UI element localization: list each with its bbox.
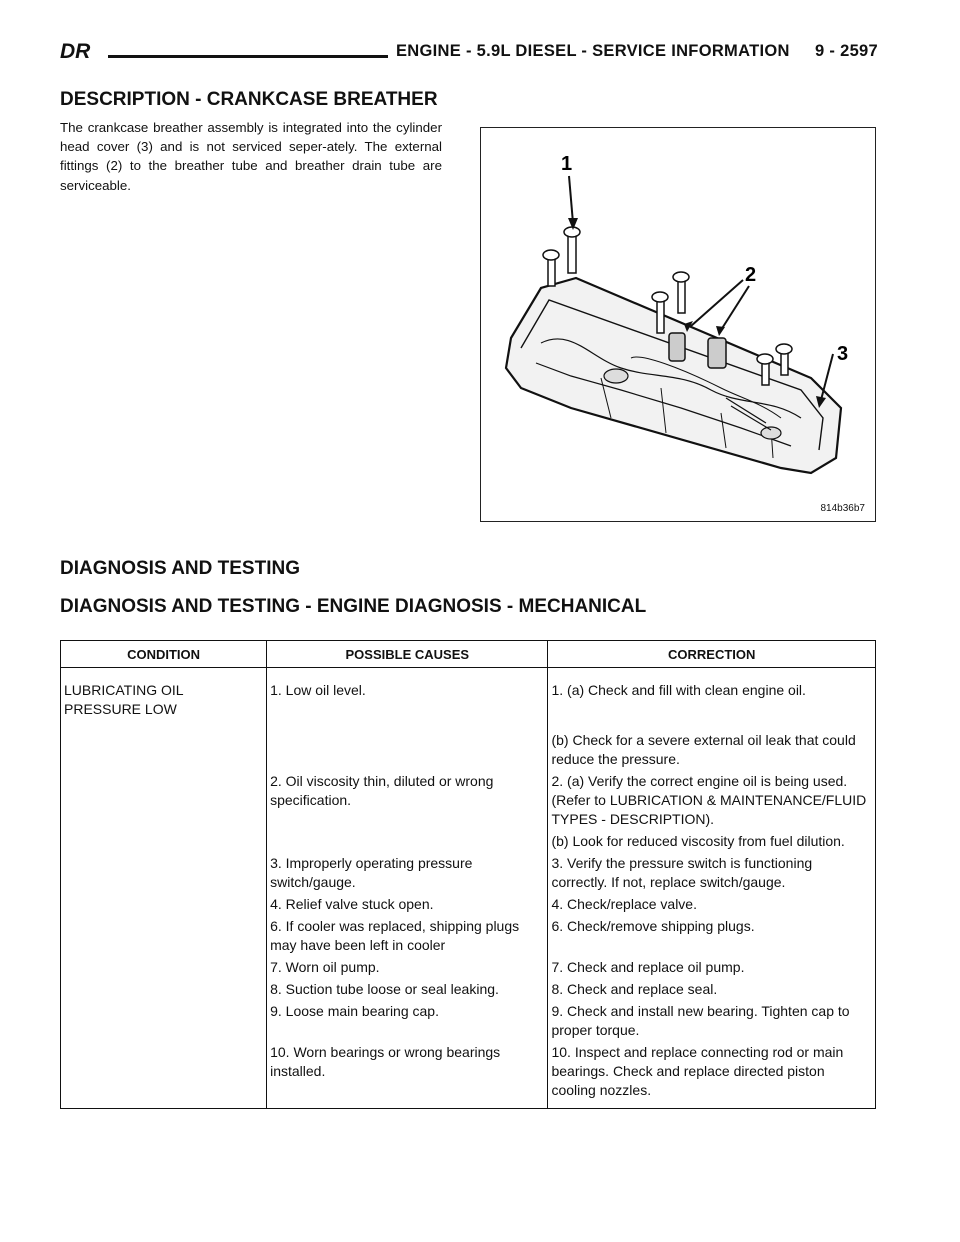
crankcase-breather-description: The crankcase breather assembly is integrated into the cylinder head cover (3) and is not serviced seper-ately. The external fittings (2) to the breather tube and breather drain tube are serviceable. <box>60 120 442 193</box>
table-row <box>61 977 876 999</box>
condition-cell <box>61 1040 267 1109</box>
column-header-condition: CONDITION <box>61 641 267 668</box>
correction-cell: (b) Look for reduced viscosity from fuel dilution. <box>548 829 876 851</box>
page-number: 9 - 2597 <box>815 42 878 60</box>
brand-code: DR <box>60 40 91 63</box>
table-row <box>61 769 876 829</box>
condition-cell <box>61 851 267 892</box>
cylinder-head-cover-figure <box>480 127 876 522</box>
table-row <box>61 668 876 720</box>
condition-cell <box>61 829 267 851</box>
correction-cell: 4. Check/replace valve. <box>548 892 876 914</box>
section-heading-crankcase-breather: DESCRIPTION - CRANKCASE BREATHER <box>60 89 438 110</box>
cause-cell: 8. Suction tube loose or seal leaking. <box>267 977 548 999</box>
condition-cell <box>61 914 267 955</box>
table-row <box>61 999 876 1040</box>
condition-cell <box>61 955 267 977</box>
condition-cell <box>61 999 267 1040</box>
condition-cell <box>61 977 267 999</box>
table-row <box>61 955 876 977</box>
correction-cell: 1. (a) Check and fill with clean engine oil. <box>548 668 876 720</box>
correction-cell: (b) Check for a severe external oil leak that could reduce the pressure. <box>548 719 876 769</box>
callout-1: 1 <box>561 153 573 175</box>
correction-cell: 10. Inspect and replace connecting rod or main bearings. Check and replace directed piston cooling nozzles. <box>548 1040 876 1109</box>
column-header-possible-causes: POSSIBLE CAUSES <box>267 641 548 668</box>
header-title: ENGINE - 5.9L DIESEL - SERVICE INFORMATION <box>396 42 790 60</box>
condition-cell <box>61 892 267 914</box>
engine-diagnosis-table <box>60 640 876 1109</box>
callout-3: 3 <box>837 343 849 365</box>
correction-cell: 6. Check/remove shipping plugs. <box>548 914 876 955</box>
callout-2: 2 <box>745 264 757 286</box>
correction-cell: 2. (a) Verify the correct engine oil is being used. (Refer to LUBRICATION & MAINTENANCE/FLUID TYPES - DESCRIPTION). <box>548 769 876 829</box>
figure-code: 814b36b7 <box>820 503 865 514</box>
section-heading-engine-diagnosis-mechanical: DIAGNOSIS AND TESTING - ENGINE DIAGNOSIS - MECHANICAL <box>60 596 647 617</box>
column-header-correction: CORRECTION <box>548 641 876 668</box>
table-row <box>61 914 876 955</box>
cause-cell: 2. Oil viscosity thin, diluted or wrong specification. <box>267 769 548 829</box>
condition-cell <box>61 719 267 769</box>
section-heading-diagnosis: DIAGNOSIS AND TESTING <box>60 558 300 579</box>
correction-cell: 7. Check and replace oil pump. <box>548 955 876 977</box>
cause-cell: 7. Worn oil pump. <box>267 955 548 977</box>
cause-cell: 9. Loose main bearing cap. <box>267 999 548 1040</box>
cause-cell: 3. Improperly operating pressure switch/gauge. <box>267 851 548 892</box>
cause-cell: 4. Relief valve stuck open. <box>267 892 548 914</box>
cause-cell: 6. If cooler was replaced, shipping plugs may have been left in cooler <box>267 914 548 955</box>
correction-cell: 9. Check and install new bearing. Tighten cap to proper torque. <box>548 999 876 1040</box>
condition-cell: LUBRICATING OIL PRESSURE LOW <box>61 668 267 720</box>
table-row <box>61 719 876 769</box>
table-header-row <box>61 641 876 668</box>
page-header <box>60 38 878 68</box>
cause-cell: 10. Worn bearings or wrong bearings installed. <box>267 1040 548 1109</box>
condition-cell <box>61 769 267 829</box>
cause-cell: 1. Low oil level. <box>267 668 548 720</box>
cylinder-head-cover-illustration <box>481 128 875 521</box>
table-row <box>61 851 876 892</box>
table-row <box>61 892 876 914</box>
header-rule <box>108 55 388 58</box>
correction-cell: 3. Verify the pressure switch is functioning correctly. If not, replace switch/gauge. <box>548 851 876 892</box>
correction-cell: 8. Check and replace seal. <box>548 977 876 999</box>
table-row <box>61 829 876 851</box>
cause-cell <box>267 719 548 769</box>
cause-cell <box>267 829 548 851</box>
table-row <box>61 1040 876 1109</box>
